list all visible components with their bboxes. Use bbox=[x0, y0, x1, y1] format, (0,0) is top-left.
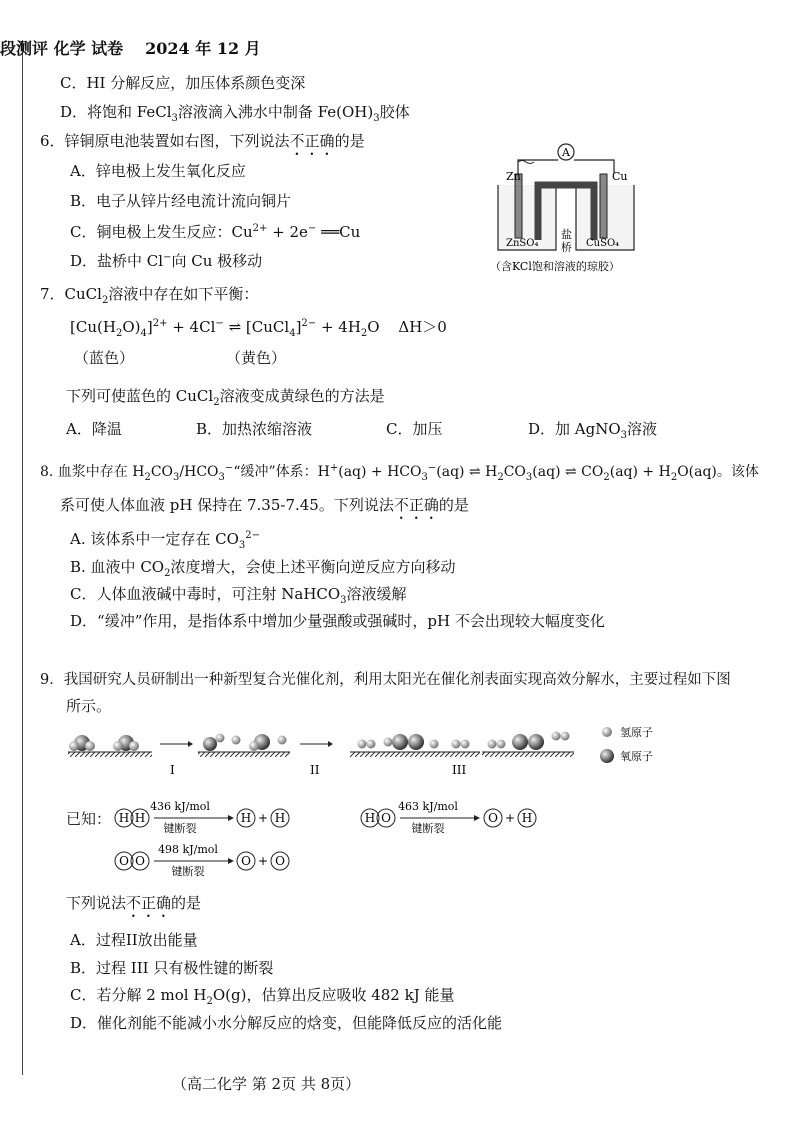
svg-text:H: H bbox=[118, 811, 130, 825]
hydrogen-legend-icon bbox=[602, 727, 612, 737]
q7-option-c: C．加压 bbox=[386, 420, 443, 438]
known-label: 已知： bbox=[66, 810, 112, 828]
svg-text:O: O bbox=[381, 811, 391, 825]
svg-text:+: + bbox=[257, 811, 269, 825]
svg-text:ZnSO₄: ZnSO₄ bbox=[506, 238, 539, 249]
svg-text:H: H bbox=[274, 811, 286, 825]
q7-option-d: D．加 AgNO$_3$溶液 bbox=[528, 420, 658, 441]
page-footer: （高二化学 第 2页 共 8页） bbox=[172, 1075, 361, 1093]
q7-color-right: （黄色） bbox=[226, 349, 287, 367]
svg-text:桥: 桥 bbox=[561, 241, 572, 254]
q8-stem-line2: 系可使人体血液 pH 保持在 7.35-7.45。下列说法不正确的是 bbox=[60, 496, 469, 514]
svg-text:463 kJ/mol: 463 kJ/mol bbox=[398, 800, 458, 813]
q6-option-d: D．盐桥中 Cl−向 Cu 极移动 bbox=[70, 252, 263, 270]
svg-text:+: + bbox=[504, 811, 516, 825]
page-header bbox=[0, 36, 261, 59]
svg-text:Zn: Zn bbox=[506, 170, 521, 183]
svg-text:盐: 盐 bbox=[561, 228, 572, 241]
q6-stem: 6．锌铜原电池装置如右图，下列说法不正确的是 bbox=[40, 132, 365, 150]
q7-color-left: （蓝色） bbox=[74, 349, 135, 367]
bond-energy-figure bbox=[108, 798, 708, 888]
svg-text:O: O bbox=[135, 854, 145, 868]
margin-line bbox=[22, 40, 23, 1075]
q7-option-b: B．加热浓缩溶液 bbox=[196, 420, 313, 438]
q9-option-c: C．若分解 2 mol $H_2O(g)$，估算出反应吸收 482 kJ 能量 bbox=[70, 986, 455, 1007]
svg-text:氧原子: 氧原子 bbox=[620, 750, 653, 763]
svg-text:H: H bbox=[521, 811, 533, 825]
q8-option-c: C．人体血液碱中毒时，可注射 NaHCO$_3$溶液缓解 bbox=[70, 585, 407, 606]
zinc-copper-cell-figure bbox=[488, 140, 648, 280]
water-splitting-process-figure bbox=[60, 722, 740, 782]
header-title: 段测评 化学 试卷 bbox=[0, 39, 124, 58]
svg-text:H: H bbox=[364, 811, 376, 825]
svg-text:键断裂: 键断裂 bbox=[163, 822, 197, 835]
svg-text:（含KCl饱和溶液的琼胶）: （含KCl饱和溶液的琼胶） bbox=[490, 260, 620, 273]
q8-option-a: A. 该体系中一定存在 $CO_3^{2-}$ bbox=[70, 530, 261, 551]
q9-stem-line1: 9．我国研究人员研制出一种新型复合光催化剂，利用太阳光在催化剂表面实现高效分解水，主要过程如下图 bbox=[40, 672, 731, 688]
svg-text:H: H bbox=[240, 811, 252, 825]
q9-question: 下列说法不正确的是 bbox=[66, 894, 202, 912]
q9-option-a: A．过程II放出能量 bbox=[70, 931, 198, 949]
q7-stem: 7．CuCl$_2$溶液中存在如下平衡： bbox=[40, 285, 259, 306]
svg-text:II: II bbox=[310, 763, 320, 777]
svg-text:Cu: Cu bbox=[612, 170, 628, 183]
svg-text:O: O bbox=[119, 854, 129, 868]
prev-option-c: C．HI 分解反应，加压体系颜色变深 bbox=[60, 74, 306, 92]
q6-option-a: A．锌电极上发生氧化反应 bbox=[70, 162, 246, 180]
oo-bond-breaking bbox=[115, 843, 289, 878]
hh-bond-breaking bbox=[115, 800, 289, 835]
oxygen-legend-icon bbox=[600, 749, 614, 763]
svg-text:键断裂: 键断裂 bbox=[171, 865, 205, 878]
svg-text:A: A bbox=[562, 146, 570, 159]
q6-option-b: B．电子从锌片经电流计流向铜片 bbox=[70, 192, 292, 210]
svg-text:氢原子: 氢原子 bbox=[620, 726, 653, 739]
svg-text:III: III bbox=[452, 763, 467, 777]
svg-text:键断裂: 键断裂 bbox=[411, 822, 445, 835]
svg-text:H: H bbox=[134, 811, 146, 825]
q7-equation: $[Cu(H_2O)_4]^{2+} + 4Cl^-$ ⇌ [CuCl$_4$]$^{2-}$ + $4H_2O$ ΔH＞0 bbox=[70, 318, 447, 339]
q9-option-d: D．催化剂能不能减小水分解反应的焓变，但能降低反应的活化能 bbox=[70, 1014, 503, 1032]
svg-text:+: + bbox=[257, 854, 269, 868]
ho-bond-breaking bbox=[361, 800, 536, 835]
q6-option-c: C．铜电极上发生反应：$Cu^{2+} + 2e^-$ ══Cu bbox=[70, 223, 361, 241]
q9-stem-line2: 所示。 bbox=[66, 697, 112, 715]
q7-question: 下列可使蓝色的 CuCl$_2$溶液变成黄绿色的方法是 bbox=[66, 387, 385, 408]
svg-text:O: O bbox=[488, 811, 498, 825]
svg-text:498 kJ/mol: 498 kJ/mol bbox=[158, 843, 218, 856]
q7-option-a: A．降温 bbox=[66, 420, 122, 438]
svg-text:436 kJ/mol: 436 kJ/mol bbox=[150, 800, 210, 813]
header-date: 2024 年 12 月 bbox=[145, 39, 261, 58]
prev-option-d: D．将饱和 FeCl$_3$溶液滴入沸水中制备 $Fe(OH)_3$胶体 bbox=[60, 103, 410, 124]
q8-stem-line1: 8. 血浆中存在 $H_2CO_3/HCO_3^-“$缓冲”体系：$H^+(aq) + HCO_3^-(aq)$ ⇌ $H_2CO_3(aq)$ ⇌ $CO_2(aq) + H_2O(aq)$。该体 bbox=[40, 462, 759, 483]
q9-option-b: B．过程 III 只有极性键的断裂 bbox=[70, 959, 274, 977]
q8-option-d: D．“缓冲”作用，是指体系中增加少量强酸或强碱时，pH 不会出现较大幅度变化 bbox=[70, 612, 605, 630]
svg-text:O: O bbox=[275, 854, 285, 868]
svg-text:CuSO₄: CuSO₄ bbox=[586, 238, 620, 249]
q8-option-b: B. 血液中 $CO_2$浓度增大，会使上述平衡向逆反应方向移动 bbox=[70, 558, 456, 579]
svg-text:O: O bbox=[241, 854, 251, 868]
svg-text:I: I bbox=[170, 763, 175, 777]
